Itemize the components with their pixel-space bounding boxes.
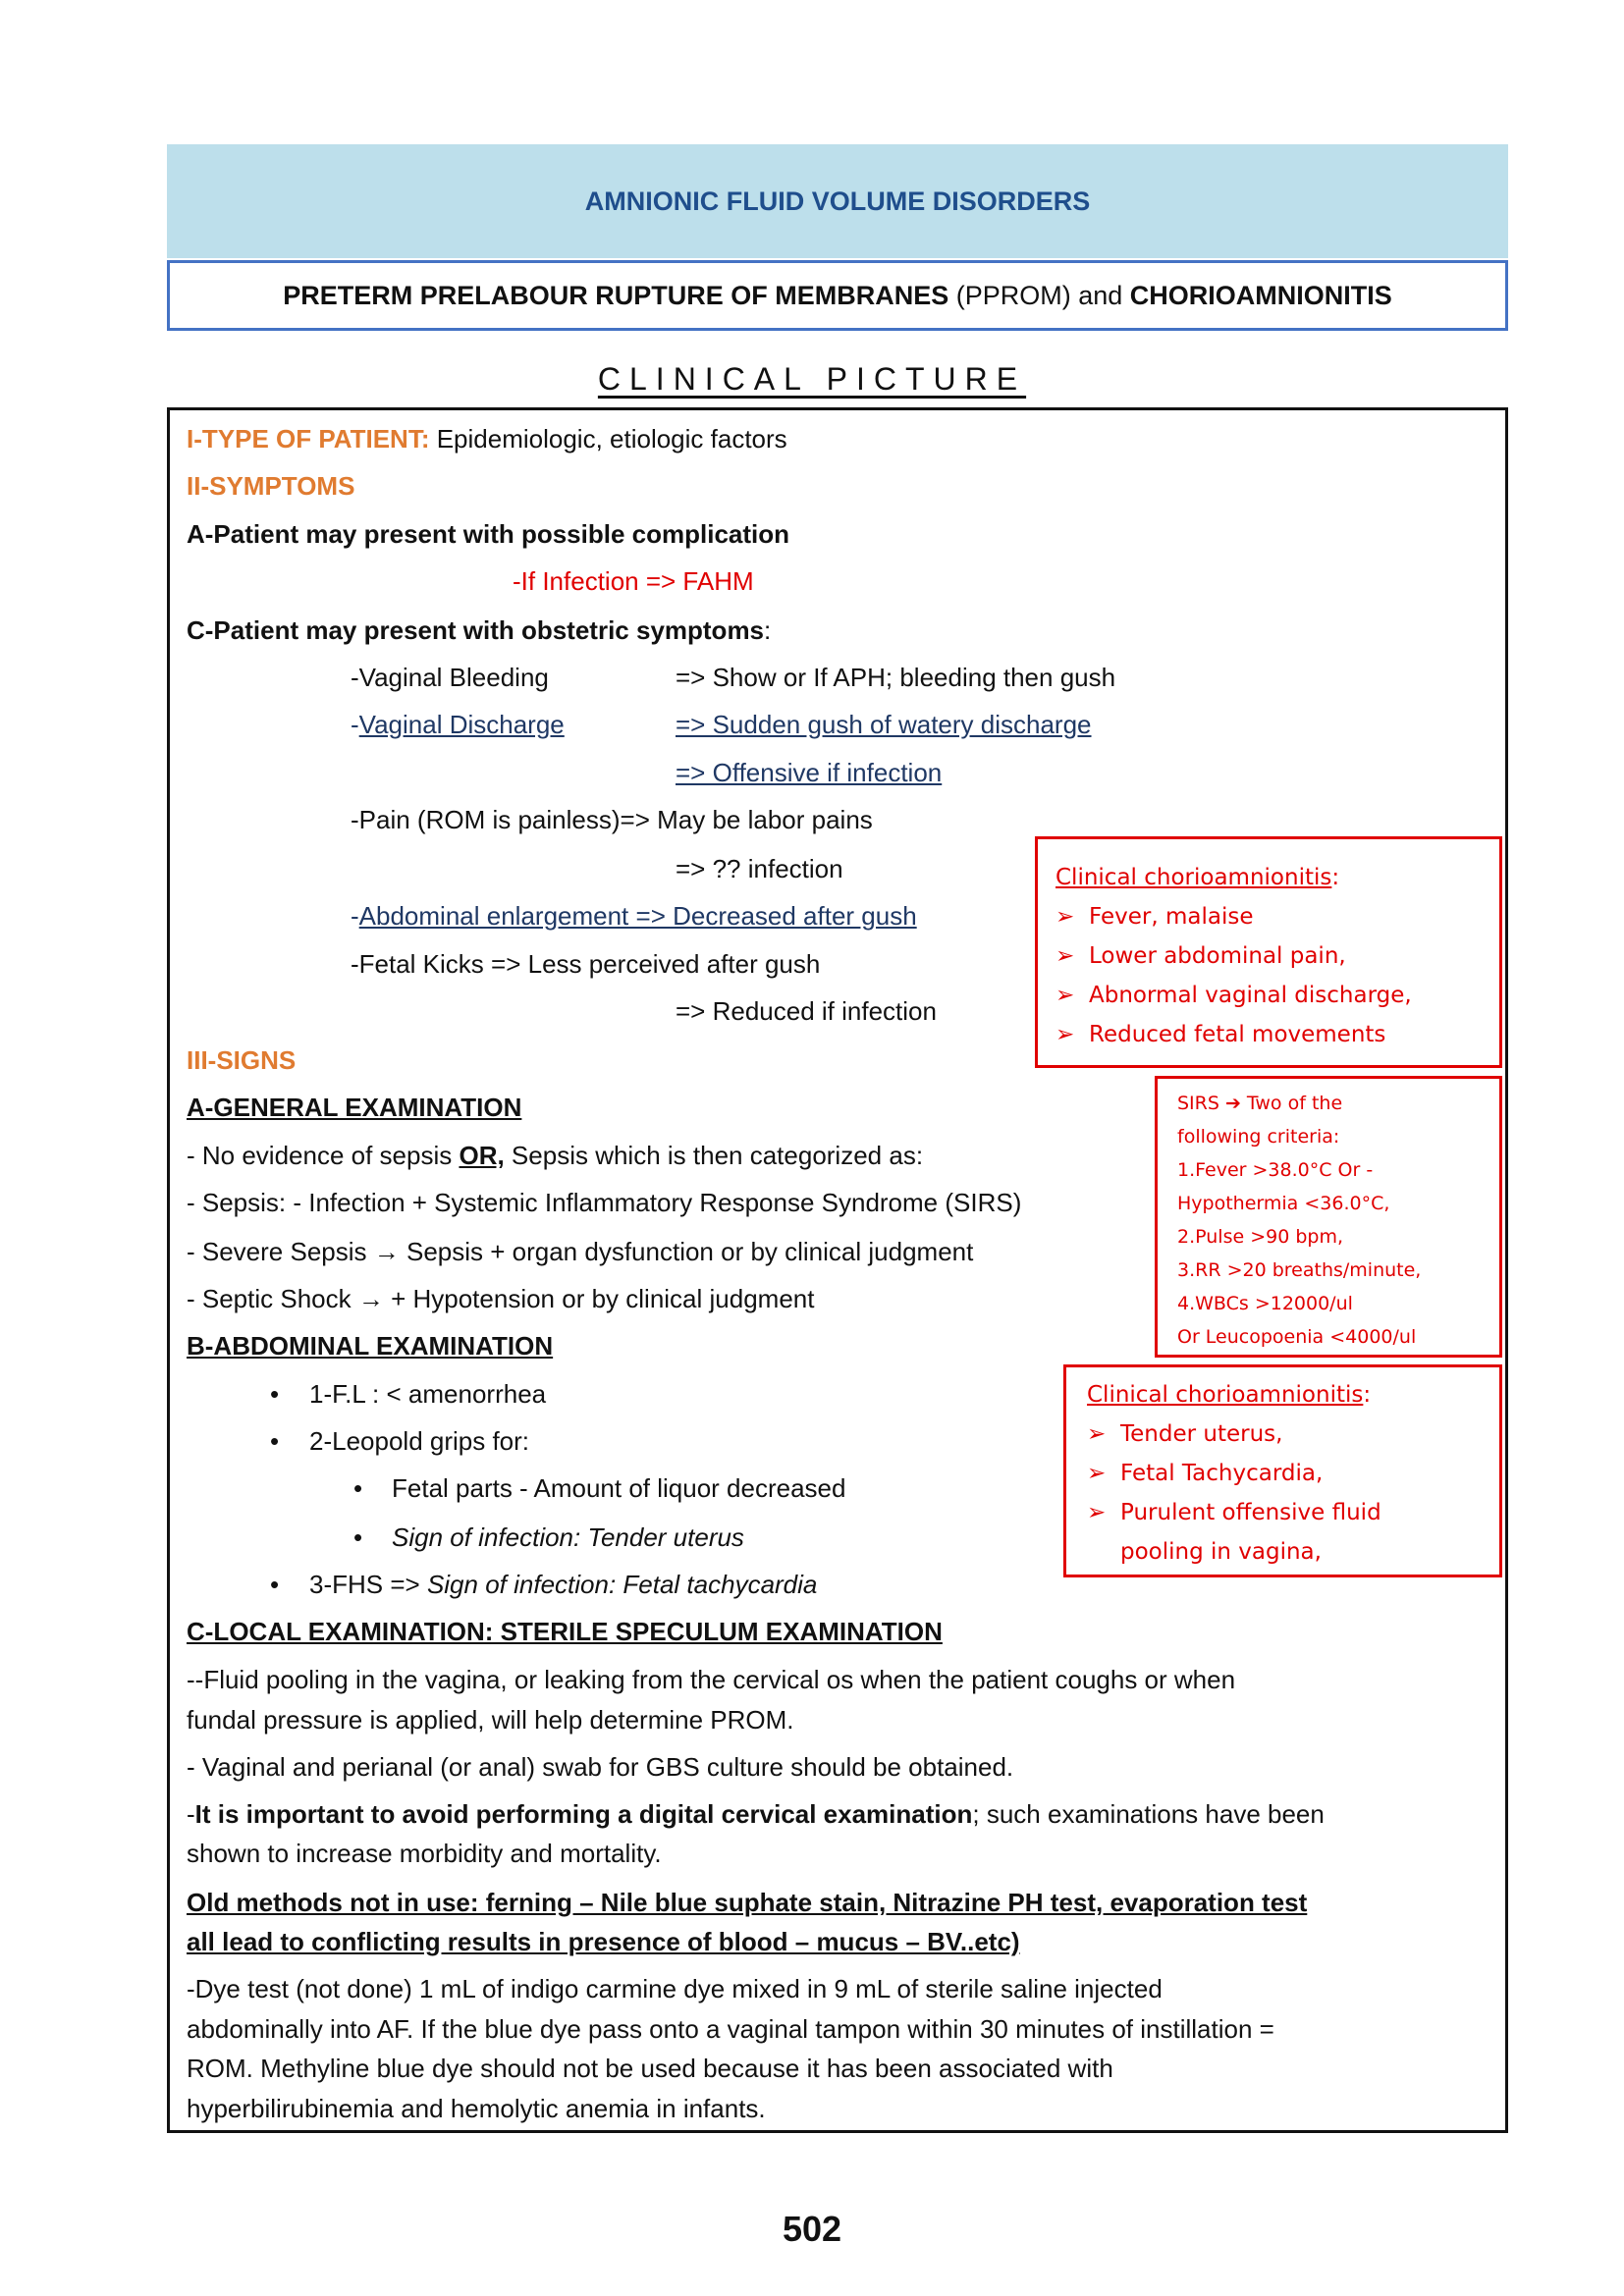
- symptom-left: -Abdominal enlargement => Decreased after gush: [351, 901, 917, 931]
- box-item: [1056, 897, 1499, 936]
- arrow-bullet-icon: ➢: [1087, 1461, 1107, 1486]
- local-exam-heading: C-LOCAL EXAMINATION: STERILE SPECULUM EXAMINATION: [187, 1617, 943, 1646]
- sirs-line: following criteria:: [1177, 1126, 1340, 1148]
- symptom-right: => Show or If APH; bleeding then gush: [676, 663, 1116, 692]
- topic-title-box: [167, 260, 1508, 331]
- topic-title: [283, 281, 1392, 311]
- old-methods-line: Old methods not in use: ferning – Nile blue suphate stain, Nitrazine PH test, evaporation test: [187, 1888, 1308, 1917]
- text: :: [1363, 1382, 1372, 1408]
- page-number: 502: [782, 2209, 842, 2249]
- symptom-right: => Offensive if infection: [676, 758, 943, 787]
- box-item: [1087, 1454, 1499, 1493]
- arrow-bullet-icon: ➢: [1087, 1421, 1107, 1447]
- dye-line: abdominally into AF. If the blue dye pass onto a vaginal tampon within 30 minutes of instillation =: [187, 2014, 1274, 2044]
- abd-item: 1-F.L : < amenorrhea: [309, 1379, 547, 1409]
- sirs-line: 2.Pulse >90 bpm,: [1177, 1226, 1344, 1248]
- sirs-line: Or Leucopoenia <4000/ul: [1177, 1326, 1417, 1348]
- general-line: - Sepsis: - Infection + Systemic Inflammatory Response Syndrome (SIRS): [187, 1188, 1022, 1217]
- section-title-text: CLINICAL PICTURE: [597, 361, 1027, 397]
- sirs-line: 4.WBCs >12000/ul: [1177, 1293, 1353, 1314]
- arrow-bullet-icon: ➢: [1056, 1022, 1075, 1047]
- bullet-icon: •: [270, 1570, 280, 1599]
- text: Lower abdominal pain,: [1089, 943, 1346, 969]
- abd-item: 2-Leopold grips for:: [309, 1426, 530, 1456]
- arrow-bullet-icon: ➢: [1056, 943, 1075, 969]
- local-line: [187, 1794, 1325, 1834]
- box-item: [1056, 936, 1499, 976]
- arrow-bullet-icon: ➢: [1087, 1500, 1107, 1525]
- chorioamnionitis-symptoms-box: [1035, 836, 1502, 1068]
- arrow-right-icon: ➔: [1224, 1093, 1241, 1114]
- symptom-left: -Vaginal Bleeding: [351, 663, 549, 692]
- sirs-criteria-box: [1155, 1076, 1502, 1358]
- sirs-line: [1177, 1087, 1499, 1120]
- local-line: fundal pressure is applied, will help determine PROM.: [187, 1705, 794, 1735]
- symptom-left: -Pain (ROM is painless)=> May be labor pains: [351, 805, 873, 834]
- text: It is important to avoid performing a digital cervical examination: [194, 1799, 973, 1829]
- text: Reduced fetal movements: [1089, 1022, 1386, 1047]
- box-item: [1087, 1532, 1499, 1572]
- dye-line: ROM. Methyline blue dye should not be used because it has been associated with: [187, 2054, 1113, 2083]
- box-item: [1087, 1415, 1499, 1454]
- abdominal-exam-heading: B-ABDOMINAL EXAMINATION: [187, 1331, 554, 1361]
- text: Sign of infection: Fetal tachycardia: [426, 1570, 818, 1599]
- general-line: [187, 1136, 923, 1175]
- local-line: - Vaginal and perianal (or anal) swab for GBS culture should be obtained.: [187, 1752, 1014, 1782]
- old-methods-line: all lead to conflicting results in presence of blood – mucus – BV..etc): [187, 1927, 1020, 1956]
- chapter-title: AMNIONIC FLUID VOLUME DISORDERS: [584, 186, 1091, 216]
- chorioamnionitis-signs-box: [1063, 1364, 1502, 1577]
- topic-title-part: (PPROM) and: [948, 280, 1130, 310]
- text: :: [764, 615, 772, 645]
- box-item: [1056, 976, 1499, 1015]
- section-title: [0, 361, 1624, 398]
- text: -: [187, 1799, 195, 1829]
- type-of-patient: [187, 419, 787, 458]
- text: OR,: [459, 1141, 505, 1170]
- symptom-right: => ?? infection: [676, 854, 843, 883]
- text: ; such examinations have been: [972, 1799, 1325, 1829]
- topic-title-part: CHORIOAMNIONITIS: [1129, 280, 1392, 310]
- bullet-icon: •: [353, 1522, 363, 1552]
- abd-subitem: Sign of infection: Tender uterus: [392, 1522, 744, 1552]
- symptoms-heading: II-SYMPTOMS: [187, 471, 355, 501]
- text: Abnormal vaginal discharge,: [1089, 983, 1412, 1008]
- text: Abdominal enlargement => Decreased after gush: [358, 901, 917, 931]
- bullet-icon: •: [270, 1379, 280, 1409]
- abd-item: [309, 1565, 817, 1604]
- dye-line: hyperbilirubinemia and hemolytic anemia in infants.: [187, 2094, 766, 2123]
- general-line: - Septic Shock → + Hypotension or by clinical judgment: [187, 1284, 815, 1313]
- text: - No evidence of sepsis: [187, 1141, 460, 1170]
- signs-heading: III-SIGNS: [187, 1045, 297, 1075]
- text: Sepsis which is then categorized as:: [504, 1141, 924, 1170]
- chapter-header: [167, 144, 1508, 258]
- complication-line: A-Patient may present with possible complication: [187, 519, 790, 549]
- text: Tender uterus,: [1120, 1421, 1283, 1447]
- symptom-left: -Fetal Kicks => Less perceived after gush: [351, 949, 821, 979]
- text: :: [1331, 865, 1340, 890]
- text: Two of the: [1240, 1093, 1343, 1114]
- text: Vaginal Discharge: [358, 710, 565, 739]
- local-line: shown to increase morbidity and mortality.: [187, 1839, 662, 1868]
- symptom-right: => Reduced if infection: [676, 996, 937, 1026]
- text: Clinical chorioamnionitis: [1056, 865, 1332, 890]
- arrow-bullet-icon: ➢: [1056, 904, 1075, 930]
- text: SIRS: [1177, 1093, 1225, 1114]
- dye-line: -Dye test (not done) 1 mL of indigo carmine dye mixed in 9 mL of sterile saline injected: [187, 1974, 1163, 2003]
- sirs-line: 1.Fever >38.0°C Or -: [1177, 1159, 1374, 1181]
- topic-title-part: PRETERM PRELABOUR RUPTURE OF MEMBRANES: [283, 280, 949, 310]
- sirs-line: Hypothermia <36.0°C,: [1177, 1193, 1390, 1214]
- general-exam-heading: A-GENERAL EXAMINATION: [187, 1093, 522, 1122]
- text: Fever, malaise: [1089, 904, 1254, 930]
- bullet-icon: •: [353, 1473, 363, 1503]
- general-line: - Severe Sepsis → Sepsis + organ dysfunction or by clinical judgment: [187, 1237, 974, 1266]
- bullet-icon: •: [270, 1426, 280, 1456]
- box-title: [1056, 858, 1499, 897]
- box-item: [1087, 1493, 1499, 1532]
- text: C-Patient may present with obstetric symptoms: [187, 615, 765, 645]
- symptom-right: => Sudden gush of watery discharge: [676, 710, 1092, 739]
- text: 3-FHS =>: [309, 1570, 427, 1599]
- text: Purulent offensive fluid: [1120, 1500, 1381, 1525]
- infection-line: -If Infection => FAHM: [513, 566, 754, 596]
- text: pooling in vagina,: [1120, 1539, 1322, 1565]
- local-line: --Fluid pooling in the vagina, or leaking from the cervical os when the patient coughs or when: [187, 1665, 1236, 1694]
- text: Clinical chorioamnionitis: [1087, 1382, 1364, 1408]
- symptom-left: -Vaginal Discharge: [351, 710, 565, 739]
- box-item: [1056, 1015, 1499, 1054]
- box-title: [1087, 1375, 1499, 1415]
- obstetric-symptoms-line: [187, 611, 771, 650]
- arrow-bullet-icon: ➢: [1056, 983, 1075, 1008]
- sirs-line: 3.RR >20 breaths/minute,: [1177, 1259, 1422, 1281]
- abd-subitem: Fetal parts - Amount of liquor decreased: [392, 1473, 846, 1503]
- text: Fetal Tachycardia,: [1120, 1461, 1324, 1486]
- label: I-TYPE OF PATIENT:: [187, 424, 430, 454]
- text: Epidemiologic, etiologic factors: [429, 424, 787, 454]
